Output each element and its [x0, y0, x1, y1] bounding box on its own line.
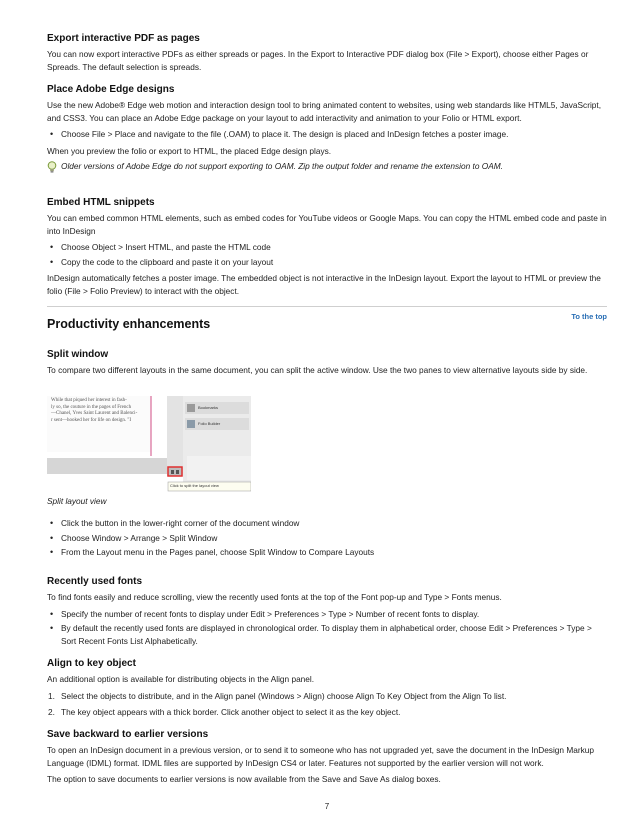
step-text: Select the objects to distribute, and in the Align panel (Windows > Align) choose Align To Key Object from the Align To list. — [61, 690, 507, 701]
heading-edge: Place Adobe Edge designs — [47, 84, 175, 95]
split-window-screenshot — [47, 396, 251, 492]
heading-split-window: Split window — [47, 349, 109, 360]
panel-item-folio-builder: Folio Builder — [198, 421, 221, 426]
list-item: • Click the button in the lower-right corner of the document window — [47, 517, 607, 530]
paragraph-save-backward: To open an InDesign document in a previous version, or to send it to someone who has not upgraded yet, save the document in the InDesign Markup Language (IDML) format. IDML files are supported by InDesign CS4 or later. Features not supported by the earlier version will not work. — [47, 745, 595, 768]
paragraph-edge: Use the new Adobe® Edge web motion and interaction design tool to bring animated content to websites, using web standards like HTML5, JavaScript, and CSS3. You can place an Adobe Edge package on your layout to add interactivity and animation to your Folio or HTML export. — [47, 100, 602, 123]
section-productivity — [47, 306, 607, 332]
step-number: 2. — [48, 707, 55, 717]
heading-save-backward: Save backward to earlier versions — [47, 729, 209, 740]
doc-line: While that piqued her interest in fash- — [51, 398, 127, 403]
section-edge — [47, 83, 607, 177]
paragraph-recent-fonts: To find fonts easily and reduce scrolling, view the recently used fonts at the top of the Font pop-up and Type > Fonts menus. — [47, 592, 502, 602]
paragraph-edge-after: When you preview the folio or export to HTML, the placed Edge design plays. — [47, 145, 332, 156]
note-edge — [47, 160, 607, 177]
edge-bullet-list — [47, 128, 607, 141]
split-caption-block — [47, 496, 607, 559]
step-number: 1. — [48, 690, 55, 701]
list-item: • Choose Object > Insert HTML, and paste the HTML code — [47, 241, 607, 254]
list-item: • Specify the number of recent fonts to display under Edit > Preferences > Type > Number of recent fonts to display. — [47, 608, 607, 621]
lightbulb-icon — [47, 161, 57, 177]
list-item — [47, 706, 607, 719]
paragraph-save-backward-after: The option to save documents to earlier versions is now available from the Save and Save As dialog boxes. — [47, 774, 441, 784]
section-embed-html — [47, 196, 607, 297]
list-item: • Copy the code to the clipboard and paste it on your layout — [47, 256, 607, 269]
list-item: • Choose Window > Arrange > Split Window — [47, 532, 607, 545]
note-text: Older versions of Adobe Edge do not support exporting to OAM. Zip the output folder and rename the extension to OAM. — [61, 161, 503, 171]
heading-embed-html: Embed HTML snippets — [47, 197, 155, 208]
section-recent-fonts — [47, 575, 607, 647]
html-bullet-list — [47, 241, 607, 268]
panel-item-bookmarks: Bookmarks — [198, 405, 219, 410]
figure-caption: Split layout view — [47, 496, 107, 506]
split-tooltip: Click to split the layout view — [170, 483, 219, 488]
paragraph-export-pdf: You can now export interactive PDFs as either spreads or pages. In the Export to Interactive PDF dialog box (File > Export), choose either Pages or Spreads. The default selection is spreads. — [47, 49, 589, 72]
paragraph-embed-html: You can embed common HTML elements, such as embed codes for YouTube videos or Google Maps. You can copy the HTML embed code and paste in into InDesign — [47, 213, 607, 236]
heading-productivity: Productivity enhancements — [47, 317, 211, 331]
fonts-bullet-list — [47, 608, 607, 648]
paragraph-embed-html-after: InDesign automatically fetches a poster image. The embedded object is not interactive in the InDesign layout. Export the layout to HTML or preview the folio (File > Folio Preview) to interact with the object. — [47, 273, 601, 296]
split-bullet-list — [47, 517, 607, 559]
list-item: • Choose File > Place and navigate to the file (.OAM) to place it. The design is placed and InDesign fetches a poster image. — [47, 128, 607, 141]
screenshot-document-text — [51, 398, 137, 424]
heading-recent-fonts: Recently used fonts — [47, 576, 143, 587]
align-steps-list — [47, 690, 607, 719]
doc-line: ly so, the couture in the pages of French — [51, 404, 132, 410]
list-item: • From the Layout menu in the Pages panel, choose Split Window to Compare Layouts — [47, 546, 607, 559]
to-the-top-link[interactable]: To the top — [571, 312, 607, 321]
step-text: The key object appears with a thick border. Click another object to select it as the key object. — [61, 707, 401, 717]
divider — [47, 306, 607, 307]
section-save-backward — [47, 728, 607, 786]
paragraph-split-window: To compare two different layouts in the same document, you can split the active window. Use the two panes to view alternative layouts side by side. — [47, 365, 588, 375]
section-export-pdf — [47, 32, 607, 73]
heading-align-key: Align to key object — [47, 658, 136, 669]
section-align-key — [47, 657, 607, 719]
doc-line: —Chanel, Yves Saint Laurent and Balenci- — [51, 411, 138, 416]
section-split-window — [47, 348, 607, 377]
page-number: 7 — [324, 802, 330, 811]
heading-export-pdf: Export interactive PDF as pages — [47, 33, 200, 44]
paragraph-align-key: An additional option is available for distributing objects in the Align panel. — [47, 674, 315, 684]
list-item: • By default the recently used fonts are displayed in chronological order. To display them in alphabetical order, choose Edit > Preferences > Type > Sort Recent Fonts List Alphabetically. — [47, 622, 607, 647]
list-item — [47, 690, 607, 703]
doc-line: r sent—hooked her for life on design. "I — [51, 417, 132, 423]
